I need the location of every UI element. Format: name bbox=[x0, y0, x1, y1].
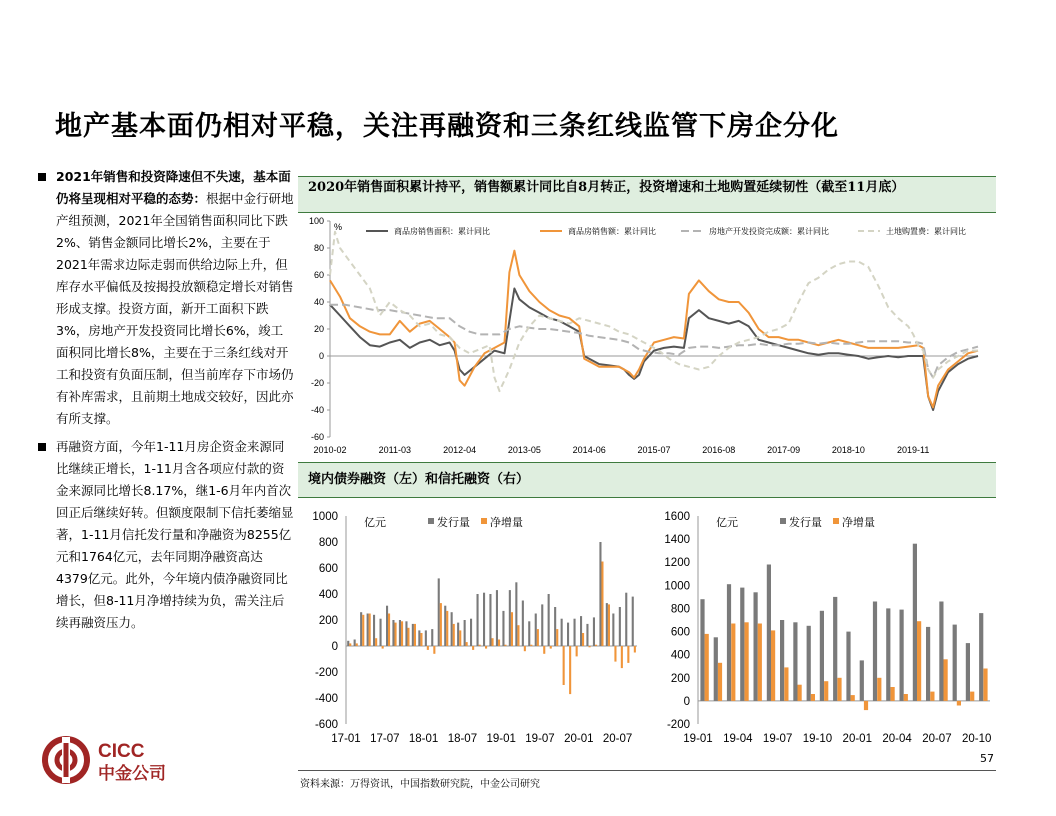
bar-net bbox=[904, 694, 908, 701]
trust-financing-chart bbox=[650, 500, 996, 755]
bullet-sales-investment bbox=[38, 166, 294, 430]
bar-net bbox=[627, 646, 629, 663]
x-tick-label: 19-10 bbox=[802, 733, 833, 745]
x-tick-label: 2013-05 bbox=[507, 445, 541, 455]
y-tick-label: 600 bbox=[670, 626, 690, 639]
bar-issuance bbox=[727, 584, 731, 701]
bar-net bbox=[589, 646, 591, 647]
bullet-refinancing bbox=[38, 436, 294, 634]
bond-financing-chart bbox=[298, 500, 643, 755]
bar-net bbox=[745, 622, 749, 701]
bar-issuance bbox=[913, 544, 917, 701]
bar-issuance bbox=[405, 621, 407, 646]
bar-net bbox=[440, 603, 442, 646]
source-note: 资料来源：万得资讯，中国指数研究院，中金公司研究 bbox=[300, 779, 540, 790]
y-tick-label: 800 bbox=[318, 537, 338, 549]
bar-issuance bbox=[354, 640, 356, 647]
bar-issuance bbox=[586, 624, 588, 646]
legend-label: 房地产开发投资完成额：累计同比 bbox=[709, 227, 829, 236]
y-tick-label: -600 bbox=[314, 719, 338, 731]
x-tick-label: 2010-02 bbox=[313, 445, 347, 455]
commentary bbox=[38, 166, 294, 640]
y-tick-label: 200 bbox=[318, 615, 338, 627]
x-tick-label: 20-10 bbox=[962, 733, 992, 745]
cicc-logo bbox=[42, 735, 202, 785]
bar-net bbox=[504, 645, 506, 646]
y-tick-label: 1600 bbox=[664, 511, 690, 523]
bar-issuance bbox=[373, 615, 375, 646]
x-tick-label: 19-01 bbox=[486, 733, 516, 745]
bar-issuance bbox=[464, 620, 466, 646]
bar-net bbox=[634, 646, 636, 653]
x-tick-label: 2012-04 bbox=[443, 445, 477, 455]
legend-swatch bbox=[833, 518, 839, 524]
bullet-square-icon bbox=[38, 173, 46, 181]
y-tick-label: -200 bbox=[314, 667, 338, 679]
bar-issuance bbox=[477, 594, 479, 646]
legend-label: 商品房销售面积：累计同比 bbox=[394, 227, 490, 236]
x-tick-label: 2018-10 bbox=[831, 445, 865, 455]
y-tick-label: 1000 bbox=[664, 580, 690, 593]
legend-label: 净增量 bbox=[842, 517, 875, 529]
x-tick-label: 20-04 bbox=[882, 733, 912, 745]
x-tick-label: 20-01 bbox=[564, 733, 594, 745]
y-tick-label: -40 bbox=[310, 405, 324, 415]
bar-issuance bbox=[412, 624, 414, 646]
bar-net bbox=[569, 646, 571, 694]
y-tick-label: 1000 bbox=[312, 511, 338, 523]
bar-issuance bbox=[509, 590, 511, 646]
bar-net bbox=[375, 638, 377, 646]
page-title: 地产基本面仍相对平稳，关注再融资和三条红线监管下房企分化 bbox=[55, 111, 839, 142]
bar-net bbox=[705, 634, 709, 701]
y-tick-label: 600 bbox=[318, 563, 338, 575]
bar-issuance bbox=[820, 611, 824, 701]
y-tick-label: 20 bbox=[313, 324, 324, 334]
unit-label: 亿元 bbox=[716, 517, 738, 529]
bar-net bbox=[382, 646, 384, 649]
bar-issuance bbox=[431, 629, 433, 646]
series-line-4 bbox=[330, 232, 978, 391]
bar-net bbox=[420, 633, 422, 646]
y-tick-label: 200 bbox=[670, 672, 690, 685]
bar-issuance bbox=[360, 612, 362, 646]
bar-net bbox=[427, 646, 429, 650]
x-tick-label: 2011-03 bbox=[378, 445, 411, 455]
bar-net bbox=[550, 646, 552, 649]
bar-issuance bbox=[425, 630, 427, 646]
bar-net bbox=[401, 621, 403, 646]
x-tick-label: 20-07 bbox=[602, 733, 633, 745]
bar-net bbox=[784, 667, 788, 701]
bar-issuance bbox=[780, 620, 784, 701]
bar-issuance bbox=[444, 606, 446, 646]
bar-issuance bbox=[574, 619, 576, 646]
chart-header-sales: 2020年销售面积累计持平，销售额累计同比自8月转正，投资增速和土地购置延续韧性（截至11月底） bbox=[298, 176, 996, 213]
bar-issuance bbox=[606, 603, 608, 646]
bar-net bbox=[453, 624, 455, 646]
x-tick-label: 2014-06 bbox=[572, 445, 606, 455]
bar-net bbox=[556, 629, 558, 646]
y-tick-label: 80 bbox=[313, 243, 324, 253]
bar-issuance bbox=[367, 614, 369, 647]
bar-net bbox=[731, 624, 735, 701]
bar-net bbox=[543, 646, 545, 654]
bar-issuance bbox=[886, 608, 890, 700]
bar-net bbox=[944, 659, 948, 701]
bar-issuance bbox=[599, 542, 601, 646]
bar-net bbox=[930, 692, 934, 701]
bar-net bbox=[970, 692, 974, 701]
bar-net bbox=[472, 646, 474, 650]
legend-item bbox=[540, 226, 656, 236]
bar-net bbox=[388, 614, 390, 647]
x-tick-label: 19-01 bbox=[683, 733, 713, 745]
x-tick-label: 17-01 bbox=[331, 733, 361, 745]
bar-net bbox=[957, 701, 961, 706]
x-tick-label: 2017-09 bbox=[767, 445, 801, 455]
bar-net bbox=[407, 628, 409, 646]
bar-issuance bbox=[457, 623, 459, 646]
y-tick-label: 400 bbox=[670, 649, 690, 662]
bar-net bbox=[433, 646, 435, 654]
y-tick-label: 400 bbox=[318, 589, 338, 601]
x-tick-label: 17-07 bbox=[370, 733, 400, 745]
bar-net bbox=[771, 630, 775, 701]
bar-net bbox=[446, 611, 448, 646]
bar-net bbox=[349, 643, 351, 646]
x-tick-label: 2016-08 bbox=[702, 445, 736, 455]
legend-label: 商品房销售额：累计同比 bbox=[568, 227, 656, 236]
x-tick-label: 19-04 bbox=[723, 733, 753, 745]
legend-item bbox=[833, 515, 875, 529]
bar-issuance bbox=[567, 623, 569, 646]
x-tick-label: 20-07 bbox=[922, 733, 952, 745]
y-tick-label: 40 bbox=[313, 297, 324, 307]
line-chart bbox=[298, 213, 996, 459]
x-tick-label: 2015-07 bbox=[637, 445, 671, 455]
bar-issuance bbox=[451, 612, 453, 646]
bar-issuance bbox=[483, 593, 485, 646]
bar-net bbox=[718, 663, 722, 701]
bar-issuance bbox=[380, 619, 382, 646]
bar-net bbox=[537, 629, 539, 646]
bar-issuance bbox=[966, 643, 970, 701]
legend-label: 发行量 bbox=[789, 517, 822, 529]
bar-issuance bbox=[860, 660, 864, 700]
bar-issuance bbox=[612, 614, 614, 647]
bar-net bbox=[498, 640, 500, 647]
bar-issuance bbox=[489, 594, 491, 646]
legend-label: 土地购置费：累计同比 bbox=[886, 227, 966, 236]
page-number: 57 bbox=[980, 752, 994, 765]
bar-net bbox=[395, 623, 397, 646]
bar-net bbox=[608, 604, 610, 646]
y-tick-label: -400 bbox=[314, 693, 338, 705]
chart-header-financing: 境内债券融资（左）和信托融资（右） bbox=[298, 462, 996, 498]
y-tick-label: 1200 bbox=[664, 557, 690, 570]
bar-issuance bbox=[548, 594, 550, 646]
legend-item bbox=[428, 515, 470, 529]
bar-net bbox=[362, 615, 364, 646]
bar-issuance bbox=[541, 604, 543, 646]
bar-net bbox=[356, 643, 358, 646]
x-tick-label: 2019-11 bbox=[897, 445, 930, 455]
bar-issuance bbox=[522, 601, 524, 647]
bar-issuance bbox=[939, 602, 943, 701]
legend-swatch bbox=[428, 518, 434, 524]
bar-issuance bbox=[754, 592, 758, 701]
bar-issuance bbox=[347, 641, 349, 646]
legend-item bbox=[858, 226, 966, 236]
bar-issuance bbox=[740, 588, 744, 701]
bar-net bbox=[851, 695, 855, 701]
bar-net bbox=[576, 646, 578, 656]
bar-net bbox=[485, 646, 487, 649]
bar-net bbox=[601, 562, 603, 647]
y-tick-label: -200 bbox=[666, 719, 690, 731]
bar-net bbox=[877, 678, 881, 701]
bar-issuance bbox=[953, 625, 957, 701]
x-tick-label: 18-01 bbox=[408, 733, 439, 745]
legend-label: 净增量 bbox=[490, 517, 523, 529]
y-tick-label: 800 bbox=[670, 603, 690, 616]
bar-issuance bbox=[535, 614, 537, 647]
unit-label: 亿元 bbox=[364, 517, 386, 529]
series-line-1 bbox=[330, 289, 978, 411]
bar-issuance bbox=[625, 593, 627, 646]
bar-issuance bbox=[438, 578, 440, 646]
legend-swatch bbox=[780, 518, 786, 524]
logo-cn: 中金公司 bbox=[98, 764, 166, 783]
legend-item bbox=[481, 515, 523, 529]
bar-issuance bbox=[399, 620, 401, 646]
bar-issuance bbox=[580, 616, 582, 646]
bullet-heading: 2021年销售和投资降速但不失速，基本面仍将呈现相对平稳的态势： bbox=[56, 169, 291, 206]
bar-issuance bbox=[554, 607, 556, 646]
bar-issuance bbox=[619, 607, 621, 646]
bar-net bbox=[824, 681, 828, 701]
bar-net bbox=[511, 612, 513, 646]
series-line-2 bbox=[330, 251, 978, 408]
legend-item bbox=[366, 226, 490, 236]
bar-issuance bbox=[900, 610, 904, 701]
bullet-text: 根据中金行研地产组预测，2021年全国销售面积同比下跌2%、销售金额同比增长2%，主要在于2021年需求边际走弱而供给边际上升，但库存水平偏低及按揭投放额稳定增长对销售形成支撑。投资方面，新开工面积下跌3%，房地产开发投资同比增长6%，竣工面积同比增长8%，主要在于三条红线对开工和投资有负面压制，但当前库存下市场仍有补库需求，且前期土地成交较好，因此亦有所支撑。 bbox=[56, 191, 294, 426]
x-tick-label: 20-01 bbox=[842, 733, 872, 745]
bar-issuance bbox=[714, 637, 718, 701]
legend-swatch bbox=[481, 518, 487, 524]
bar-issuance bbox=[470, 619, 472, 646]
bar-net bbox=[758, 624, 762, 701]
legend-item bbox=[681, 226, 829, 236]
bar-net bbox=[466, 642, 468, 646]
bar-issuance bbox=[496, 590, 498, 646]
bar-net bbox=[563, 646, 565, 685]
y-tick-label: 0 bbox=[683, 695, 690, 708]
bar-issuance bbox=[632, 597, 634, 646]
bar-net bbox=[798, 685, 802, 701]
bar-net bbox=[492, 638, 494, 646]
bar-issuance bbox=[561, 619, 563, 646]
y-tick-label: -20 bbox=[310, 378, 324, 388]
bar-net bbox=[811, 694, 815, 701]
bar-issuance bbox=[926, 627, 930, 701]
x-tick-label: 18-07 bbox=[447, 733, 478, 745]
bullet-square-icon bbox=[38, 443, 46, 451]
y-tick-label: 60 bbox=[313, 270, 324, 280]
y-tick-label: 1400 bbox=[664, 534, 690, 547]
bar-issuance bbox=[418, 630, 420, 646]
bar-issuance bbox=[979, 613, 983, 701]
bar-net bbox=[517, 625, 519, 646]
x-tick-label: 19-07 bbox=[525, 733, 555, 745]
bar-net bbox=[614, 646, 616, 662]
bar-issuance bbox=[386, 606, 388, 646]
bar-net bbox=[582, 633, 584, 646]
bar-net bbox=[369, 614, 371, 647]
bar-net bbox=[837, 678, 841, 701]
bar-issuance bbox=[528, 621, 530, 646]
y-tick-label: 0 bbox=[331, 641, 338, 653]
y-tick-label: 100 bbox=[308, 216, 324, 226]
legend-label: 发行量 bbox=[437, 517, 470, 529]
bar-issuance bbox=[767, 565, 771, 701]
bar-net bbox=[479, 645, 481, 646]
bar-issuance bbox=[873, 602, 877, 701]
bar-net bbox=[917, 621, 921, 701]
unit-label: % bbox=[334, 222, 343, 232]
footer-rule bbox=[298, 770, 996, 771]
bar-net bbox=[621, 646, 623, 668]
bar-net bbox=[983, 669, 987, 701]
bullet-text: 再融资方面，今年1-11月房企资金来源同比继续正增长，1-11月含各项应付款的资金来源同比增长8.17%，继1-6月年内首次回正后继续好转。但额度限制下信托萎缩显著，1-11月信托发行量和净融资为8255亿元和1764亿元，去年同期净融资高达4379亿元。此外，今年境内债净融资同比增长，但8-11月净增持续为负，需关注后续再融资压力。 bbox=[56, 439, 294, 630]
bar-net bbox=[891, 687, 895, 701]
y-tick-label: -60 bbox=[310, 432, 324, 442]
logo-en: CICC bbox=[98, 741, 145, 762]
bar-net bbox=[864, 701, 868, 710]
bar-issuance bbox=[807, 626, 811, 701]
bar-net bbox=[530, 645, 532, 646]
bar-issuance bbox=[593, 617, 595, 646]
bar-net bbox=[414, 624, 416, 646]
bar-issuance bbox=[515, 582, 517, 646]
bar-issuance bbox=[833, 597, 837, 701]
bar-issuance bbox=[846, 632, 850, 701]
x-tick-label: 19-07 bbox=[762, 733, 793, 745]
bar-issuance bbox=[700, 599, 704, 701]
legend-item bbox=[780, 515, 822, 529]
bar-issuance bbox=[392, 620, 394, 646]
bar-net bbox=[524, 646, 526, 651]
bar-net bbox=[459, 630, 461, 646]
bar-net bbox=[595, 645, 597, 646]
y-tick-label: 0 bbox=[318, 351, 324, 361]
bar-issuance bbox=[502, 611, 504, 646]
bar-issuance bbox=[793, 622, 797, 701]
